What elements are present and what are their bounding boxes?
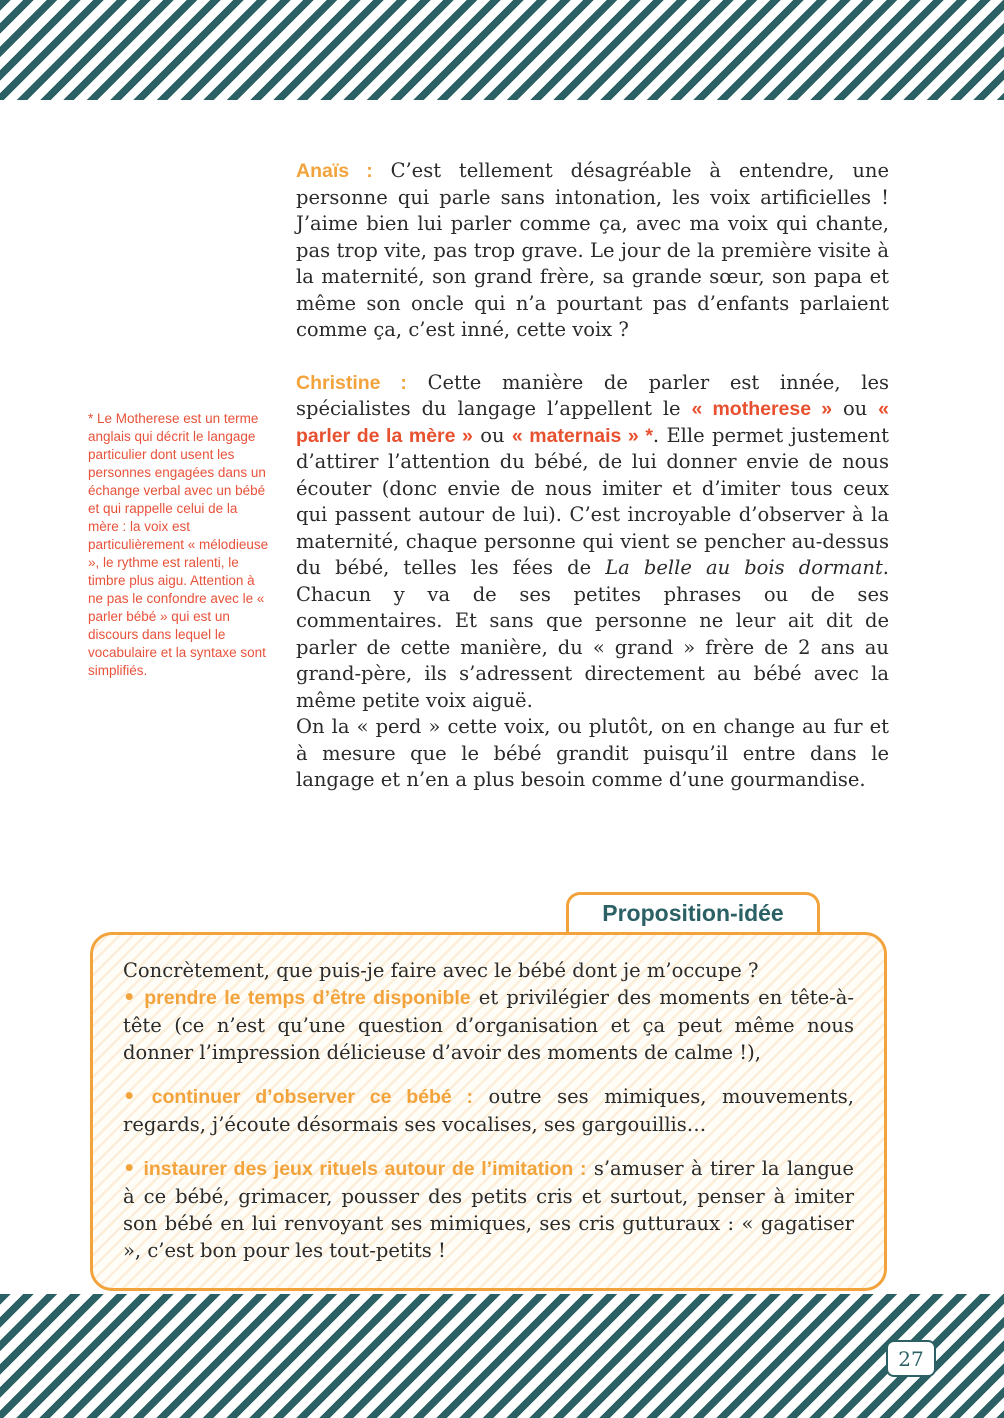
text-segment: s’amuser à tirer la langue à ce bébé, grimacer, pousser des petits cris et surtout, penser à imiter son bébé en lui renvoyant ses mimiques, ses cris gutturaux : « gagatiser », c’est bon pour les tout-petits ! — [123, 1157, 854, 1262]
text-segment: C’est tellement désagréable à entendre, une personne qui parle sans intonation, les voix artificielles ! J’aime bien lui parler comme ça, avec ma voix qui chante, pas trop vite, pas trop grave. Le jour de la première visite à la maternité, son grand frère, sa grande sœur, son papa et même son oncle qui n’a pourtant pas d’enfants parlaient comme ça, c’est inné, cette voix ? — [296, 159, 889, 341]
idea-bullet-observe — [123, 1083, 854, 1138]
text-segment: « motherese » — [691, 398, 833, 420]
speaker-name-christine: Christine : — [296, 371, 407, 394]
anais-text — [296, 159, 889, 341]
text-segment: instaurer des jeux rituels autour de l’imitation : — [143, 1158, 587, 1180]
top-decorative-band — [0, 0, 1004, 100]
text-segment: Cette manière de parler est innée, les spécialistes du langage l’appellent le — [296, 370, 889, 420]
text-segment: prendre le temps d’être disponible — [144, 987, 471, 1009]
proposition-idee-label: Proposition-idée — [602, 900, 784, 926]
text-segment: • — [123, 1085, 152, 1108]
voice-change-text — [296, 715, 889, 791]
text-segment: Concrètement, que puis-je faire avec le bébé dont je m’occupe ? — [123, 959, 759, 982]
text-segment: « parler de la mère » — [296, 398, 889, 447]
text-segment: ou — [832, 397, 879, 420]
text-segment: ou — [472, 423, 512, 447]
dialogue-column — [296, 158, 889, 794]
christine-paragraph — [296, 370, 889, 715]
text-segment: et privilégier des moments en tête-à-tête (ce n’est qu’une question d’organisation et ça peut même nous donner l’impression délicieuse d’avoir des moments de calme !), — [123, 986, 854, 1064]
speaker-name-anais: Anaïs : — [296, 160, 373, 182]
proposition-idee-tab — [566, 892, 820, 932]
idea-bullet-imitation-games — [123, 1155, 854, 1264]
idea-intro-paragraph — [123, 957, 854, 984]
text-segment: outre ses mimiques, mouvements, regards, j’écoute désormais ses vocalises, ses gargouillis… — [123, 1085, 854, 1136]
voice-change-paragraph — [296, 714, 889, 794]
text-segment: On la « perd » cette voix, ou plutôt, on en change au fur et à mesure que le bébé grandit puisqu’il entre dans le langage et n’en a plus besoin comme d’une gourmandise. — [296, 715, 889, 791]
proposition-idee-box — [90, 932, 887, 1291]
bottom-decorative-band — [0, 1294, 1004, 1418]
idea-bullet-available-time — [123, 984, 854, 1066]
text-segment: • — [123, 986, 145, 1009]
anais-paragraph — [296, 158, 889, 344]
text-segment: « maternais » * — [511, 424, 653, 447]
text-segment: La belle au bois dormant — [605, 556, 883, 579]
christine-text — [296, 371, 889, 712]
text-segment: . Elle permet justement d’attirer l’attention du bébé, de lui donner envie de nous écouter (donc envie de nous imiter et d’imiter tous ceux qui passent autour de lui). C’est incroyable d’observer à la maternité, chaque personne qui vient se pencher au-dessus du bébé, telles les fées de — [296, 423, 889, 579]
page-number-badge: 27 — [886, 1340, 936, 1377]
text-segment: . Chacun y va de ses petites phrases ou de ses commentaires. Et sans que personne ne leur ait dit de parler de cette manière, du « grand » frère de 2 ans au grand-père, ils s’adressent directement au bébé avec la même petite voix aiguë. — [296, 556, 889, 712]
text-segment: continuer d’observer ce bébé : — [151, 1086, 473, 1108]
margin-footnote: * Le Motherese est un terme anglais qui décrit le langage particulier dont usent les personnes engagées dans un échange verbal avec un bébé et qui rappelle celui de la mère : la voix est particulièrement « mélodieuse », le rythme est ralenti, le timbre plus aigu. Attention à ne pas le confondre avec le « parler bébé » qui est un discours dans lequel le vocabulaire et la syntaxe sont simplifiés. — [88, 411, 269, 678]
text-segment: • — [123, 1157, 144, 1180]
